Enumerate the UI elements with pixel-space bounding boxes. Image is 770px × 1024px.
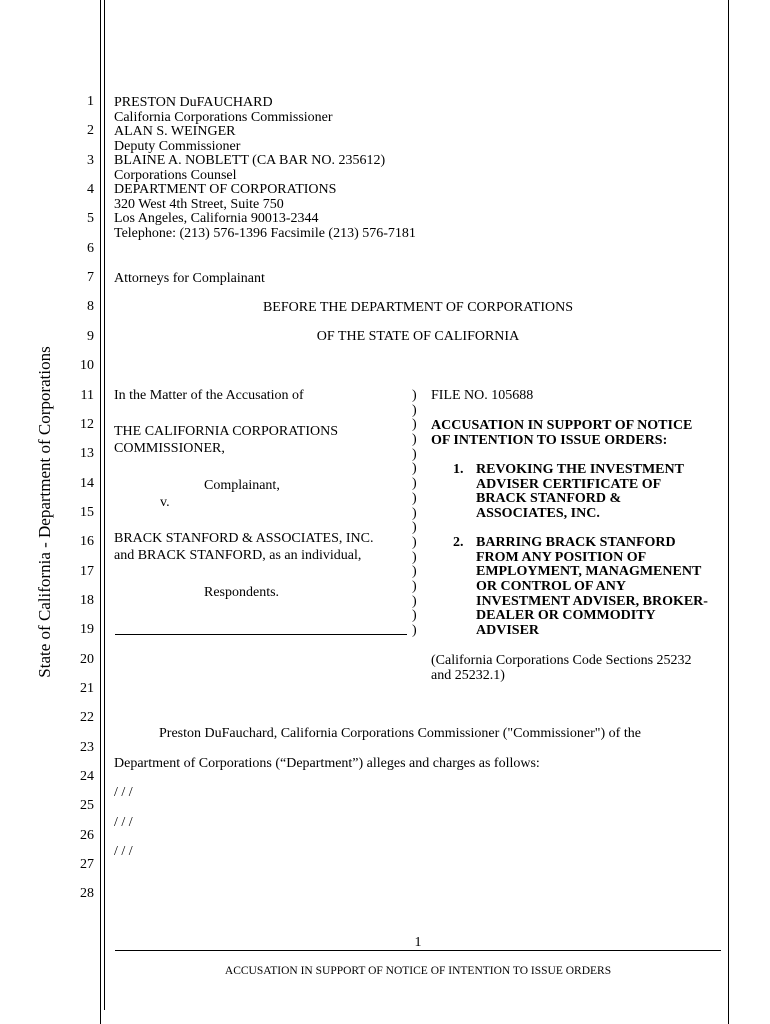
right-margin-rule — [728, 0, 729, 1024]
caption-paren: ) — [412, 520, 417, 536]
line-number: 15 — [80, 504, 94, 520]
header-line: Deputy Commissioner — [114, 139, 241, 154]
line-number: 16 — [80, 534, 94, 550]
line-number: 1 — [87, 94, 94, 109]
caption-paren: ) — [412, 476, 417, 492]
item-1-number: 1. — [453, 462, 464, 477]
caption-underline — [115, 634, 407, 635]
line-number: 23 — [80, 739, 94, 755]
line-number: 6 — [87, 240, 94, 256]
caption-paren: ) — [412, 461, 417, 477]
item-1-line: REVOKING THE INVESTMENT — [476, 462, 684, 477]
continuation-marks: / / / — [114, 785, 133, 800]
complainant-name: COMMISSIONER, — [114, 441, 225, 456]
caption-parentheses — [412, 389, 417, 639]
caption-paren: ) — [412, 578, 417, 594]
caption-paren: ) — [412, 402, 417, 418]
line-number: 19 — [80, 622, 94, 638]
caption-paren: ) — [412, 490, 417, 506]
header-line: 320 West 4th Street, Suite 750 — [114, 197, 284, 212]
caption-paren: ) — [412, 505, 417, 521]
line-number: 25 — [80, 798, 94, 814]
line-number: 28 — [80, 886, 94, 902]
item-2-line: EMPLOYMENT, MANAGMENENT — [476, 564, 702, 579]
complainant-role: Complainant, — [204, 478, 280, 493]
side-label: State of California - Department of Corporations — [35, 346, 54, 678]
caption-paren: ) — [412, 593, 417, 609]
line-number: 7 — [87, 270, 94, 286]
caption-paren: ) — [412, 534, 417, 550]
matter-line: In the Matter of the Accusation of — [114, 388, 304, 403]
item-1-line: ASSOCIATES, INC. — [476, 506, 600, 521]
versus: v. — [160, 495, 170, 510]
header-line: Telephone: (213) 576-1396 Facsimile (213) 576-7181 — [114, 226, 416, 241]
header-line: DEPARTMENT OF CORPORATIONS — [114, 182, 337, 197]
item-2-line: OR CONTROL OF ANY — [476, 579, 626, 594]
line-number: 5 — [87, 211, 94, 227]
header-line: ALAN S. WEINGER — [114, 124, 236, 139]
respondent-name: BRACK STANFORD & ASSOCIATES, INC. — [114, 531, 374, 546]
line-number: 21 — [80, 681, 94, 696]
line-number: 3 — [87, 152, 94, 168]
item-1-line: BRACK STANFORD & — [476, 491, 622, 506]
line-number: 9 — [87, 328, 94, 344]
line-number: 4 — [87, 182, 94, 198]
code-sections: (California Corporations Code Sections 25232 — [431, 653, 692, 668]
header-line: BLAINE A. NOBLETT (CA BAR NO. 235612) — [114, 153, 386, 168]
line-number: 13 — [80, 446, 94, 462]
caption-paren: ) — [412, 388, 417, 403]
caption-paren: ) — [412, 417, 417, 433]
caption-paren: ) — [412, 432, 417, 448]
header-line: Los Angeles, California 90013-2344 — [114, 211, 319, 226]
caption-paren: ) — [412, 549, 417, 565]
item-2-line: FROM ANY POSITION OF — [476, 550, 647, 565]
continuation-marks: / / / — [114, 815, 133, 830]
footer-rule — [115, 950, 721, 951]
item-2-line: INVESTMENT ADVISER, BROKER- — [476, 594, 708, 609]
caption-paren: ) — [412, 608, 417, 624]
tribunal-line-1: BEFORE THE DEPARTMENT OF CORPORATIONS — [262, 300, 574, 315]
accusation-title: OF INTENTION TO ISSUE ORDERS: — [431, 433, 668, 448]
line-number: 26 — [80, 827, 94, 843]
item-1-line: ADVISER CERTIFICATE OF — [476, 477, 662, 492]
body-paragraph-1: Preston DuFauchard, California Corporations Commissioner ("Commissioner") of the — [159, 726, 641, 741]
item-2-line: DEALER OR COMMODITY — [476, 608, 656, 623]
header-line: Corporations Counsel — [114, 168, 237, 183]
item-2-line: ADVISER — [476, 623, 540, 638]
caption-paren: ) — [412, 564, 417, 580]
line-number: 22 — [80, 710, 94, 726]
respondent-name: and BRACK STANFORD, as an individual, — [114, 548, 362, 563]
caption-paren: ) — [412, 623, 417, 638]
file-number: FILE NO. 105688 — [431, 388, 534, 403]
footer-title: ACCUSATION IN SUPPORT OF NOTICE OF INTENTION TO ISSUE ORDERS — [224, 965, 612, 977]
attorneys-for: Attorneys for Complainant — [114, 271, 265, 286]
line-number: 12 — [80, 416, 94, 432]
complainant-name: THE CALIFORNIA CORPORATIONS — [114, 424, 339, 439]
left-margin-rule-inner — [104, 0, 105, 1010]
line-number: 2 — [87, 123, 94, 139]
page-number: 1 — [414, 935, 422, 950]
line-number: 17 — [80, 563, 94, 579]
item-2-line: BARRING BRACK STANFORD — [476, 535, 676, 550]
line-number: 10 — [80, 358, 94, 374]
respondent-role: Respondents. — [204, 585, 280, 600]
line-number: 20 — [80, 651, 94, 667]
header-line: PRESTON DuFAUCHARD — [114, 95, 273, 110]
header-line: California Corporations Commissioner — [114, 110, 333, 125]
item-2-number: 2. — [453, 535, 464, 550]
line-number: 24 — [80, 769, 94, 785]
accusation-title: ACCUSATION IN SUPPORT OF NOTICE — [431, 418, 693, 433]
continuation-marks: / / / — [114, 844, 133, 859]
tribunal-line-2: OF THE STATE OF CALIFORNIA — [316, 329, 520, 344]
line-number: 18 — [80, 592, 94, 608]
line-number: 14 — [80, 475, 94, 491]
caption-paren: ) — [412, 446, 417, 462]
code-sections: and 25232.1) — [431, 668, 505, 683]
line-number: 11 — [80, 387, 94, 403]
left-margin-rule-outer — [100, 0, 101, 1024]
line-number: 27 — [80, 857, 94, 873]
line-number: 8 — [87, 299, 94, 315]
body-paragraph-2: Department of Corporations (“Department”) alleges and charges as follows: — [114, 756, 540, 771]
